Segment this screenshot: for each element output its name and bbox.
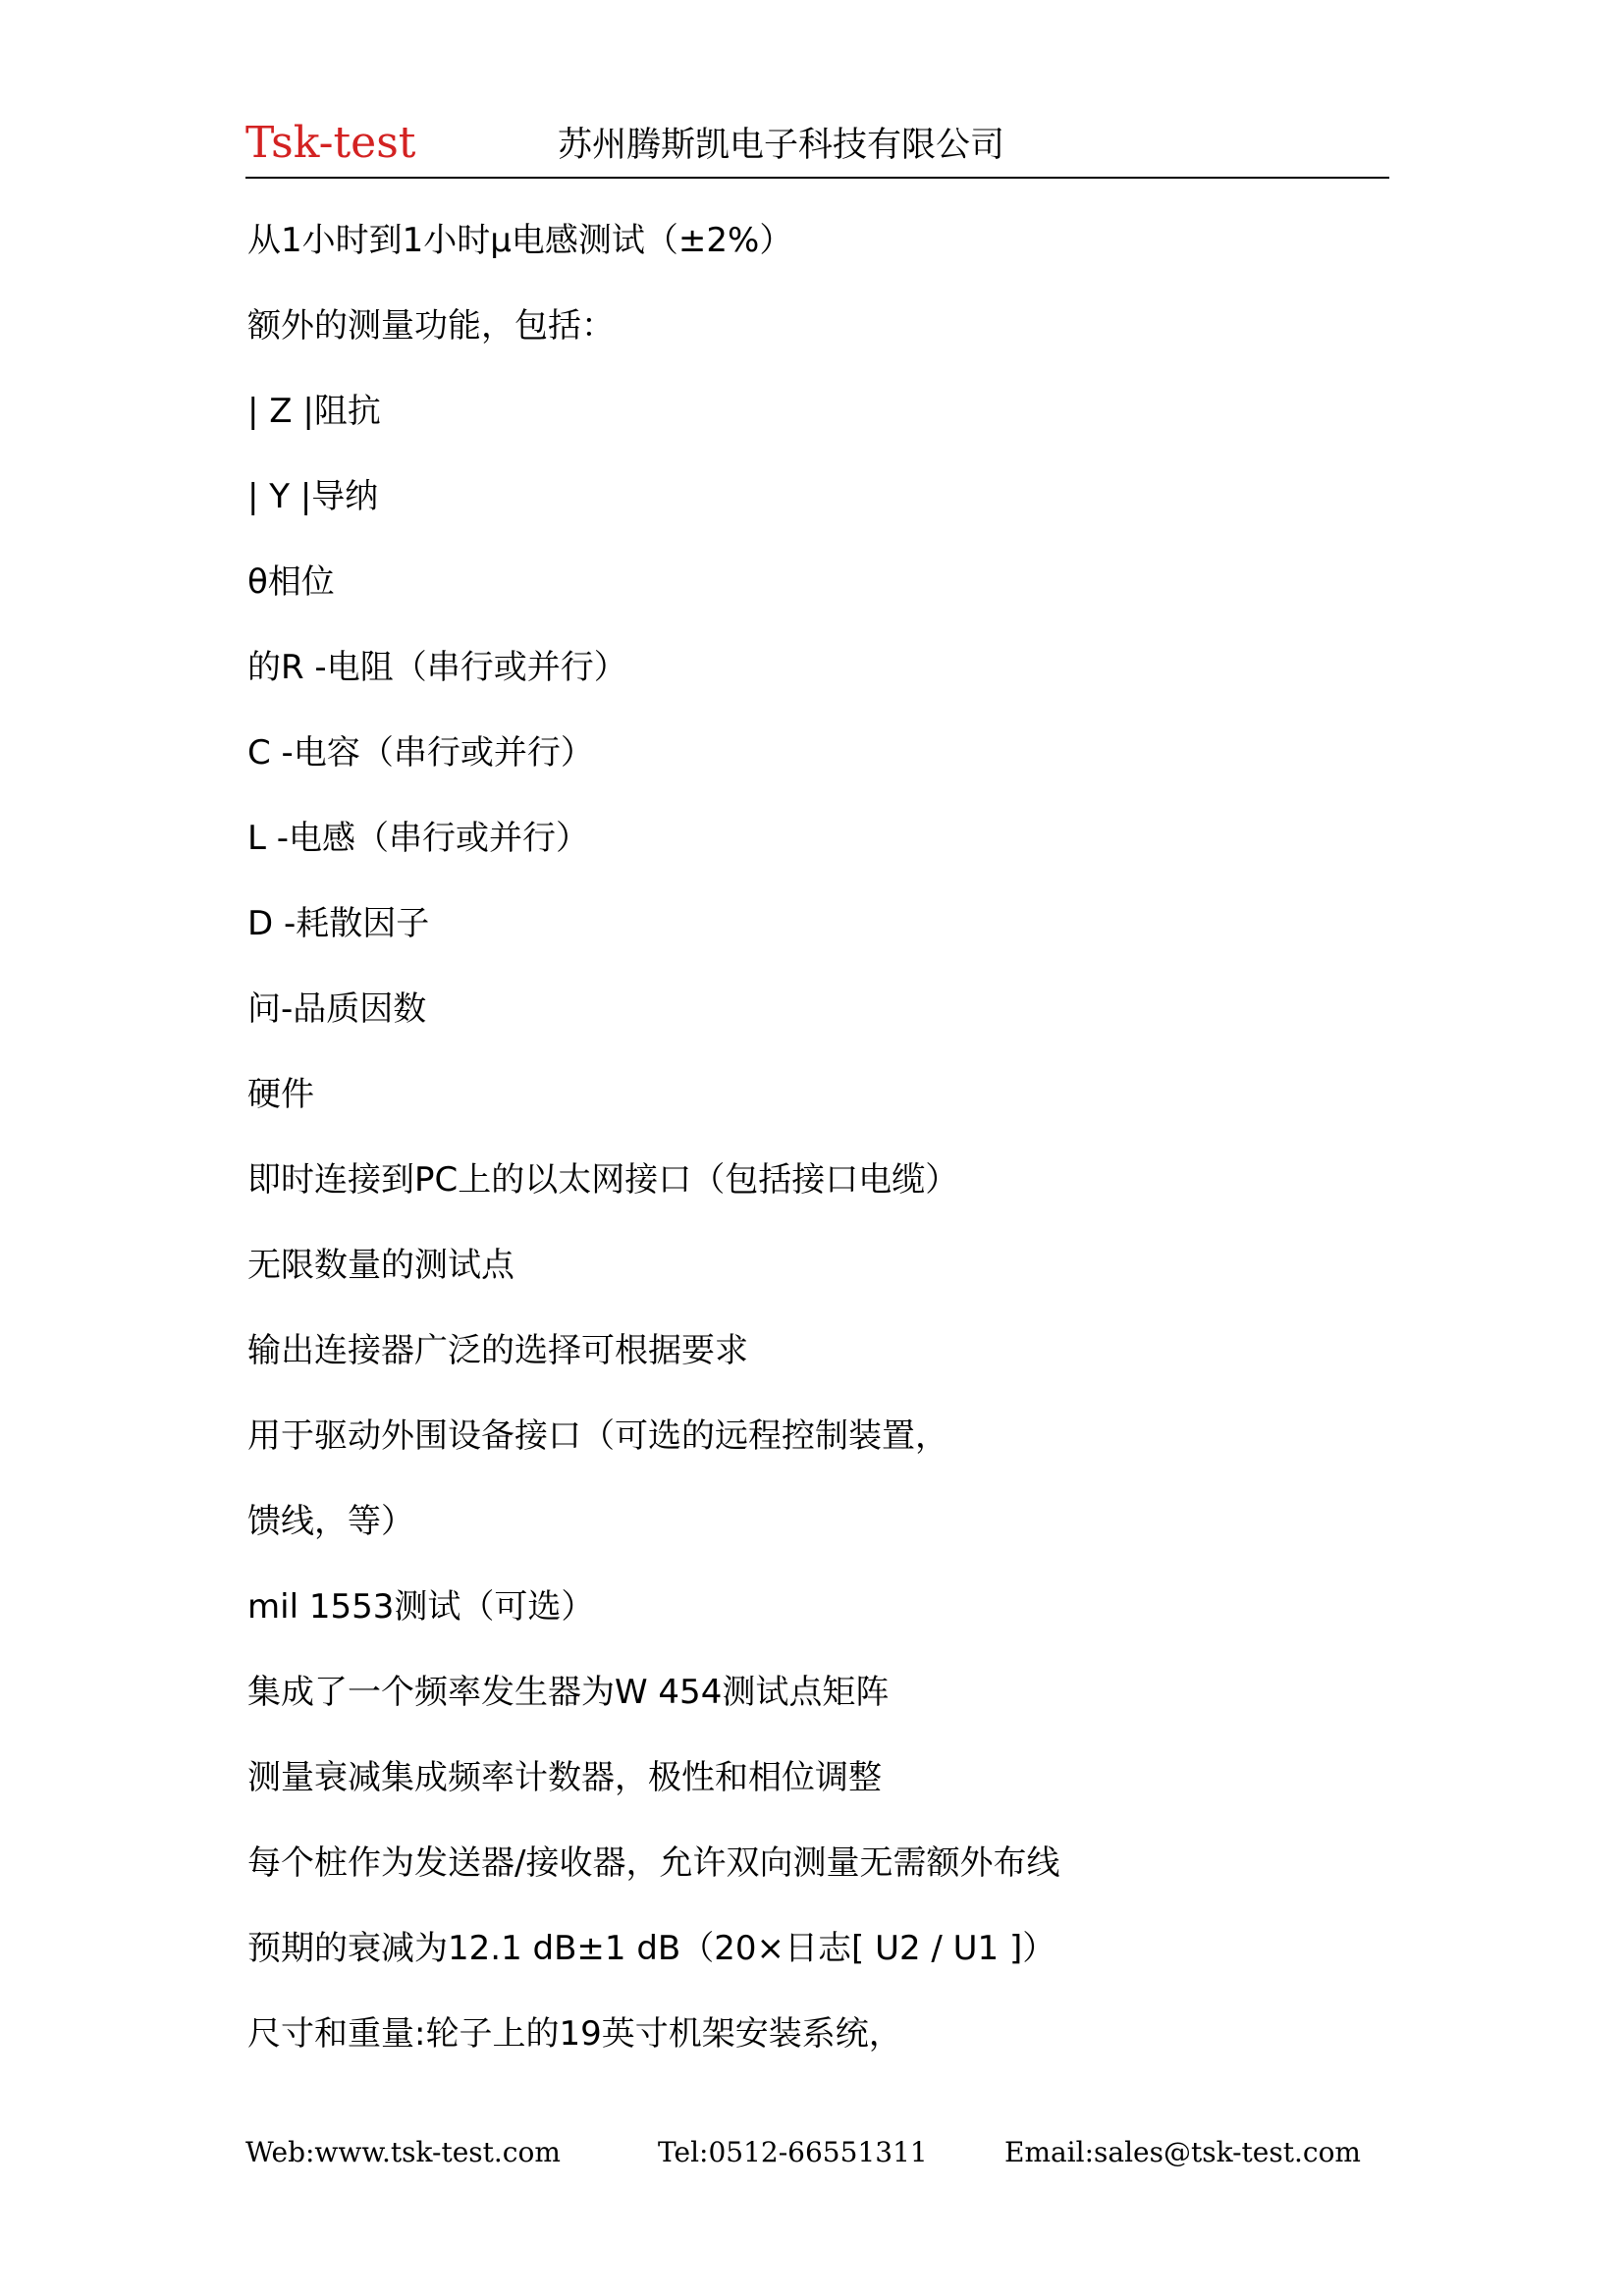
body-line: 每个桩作为发送器/接收器，允许双向测量无需额外布线	[247, 1843, 1060, 1883]
document-body	[247, 214, 1396, 2093]
body-line: θ相位	[247, 562, 335, 602]
body-line: L -电感（串行或并行）	[247, 819, 590, 858]
body-line: 即时连接到PC上的以太网接口（包括接口电缆）	[247, 1160, 959, 1200]
body-line: 问-品质因数	[247, 989, 427, 1029]
body-line: 的R -电阻（串行或并行）	[247, 648, 627, 687]
header-divider	[245, 177, 1389, 179]
body-line: 测量衰减集成频率计数器，极性和相位调整	[247, 1758, 882, 1797]
page-header	[245, 116, 1389, 181]
page-footer	[245, 2128, 1394, 2177]
body-line: 从1小时到1小时μ电感测试（±2%）	[247, 221, 793, 260]
body-line: 无限数量的测试点	[247, 1246, 514, 1285]
body-line: D -耗散因子	[247, 904, 430, 943]
body-line: 输出连接器广泛的选择可根据要求	[247, 1331, 748, 1370]
body-line: 集成了一个频率发生器为W 454测试点矩阵	[247, 1673, 890, 1712]
body-line: | Y |导纳	[247, 477, 379, 516]
company-name: 苏州腾斯凯电子科技有限公司	[558, 126, 1005, 165]
body-line: 额外的测量功能，包括：	[247, 306, 615, 346]
body-line: | Z |阻抗	[247, 392, 381, 431]
brand-logo-text: Tsk-test	[245, 118, 416, 168]
body-line: 尺寸和重量:轮子上的19英寸机架安装系统，	[247, 2014, 902, 2054]
body-line: 用于驱动外围设备接口（可选的远程控制装置，	[247, 1416, 948, 1456]
body-line: 预期的衰减为12.1 dB±1 dB（20×日志[ U2 / U1 ]）	[247, 1929, 1056, 1968]
body-line: 馈线，等）	[247, 1502, 414, 1541]
body-line: mil 1553测试（可选）	[247, 1587, 595, 1627]
footer-telephone: Tel:0512-66551311	[658, 2136, 928, 2168]
body-line: 硬件	[247, 1075, 314, 1114]
footer-website: Web:www.tsk-test.com	[245, 2136, 561, 2168]
footer-email: Email:sales@tsk-test.com	[1004, 2136, 1361, 2168]
body-line: C -电容（串行或并行）	[247, 733, 594, 773]
